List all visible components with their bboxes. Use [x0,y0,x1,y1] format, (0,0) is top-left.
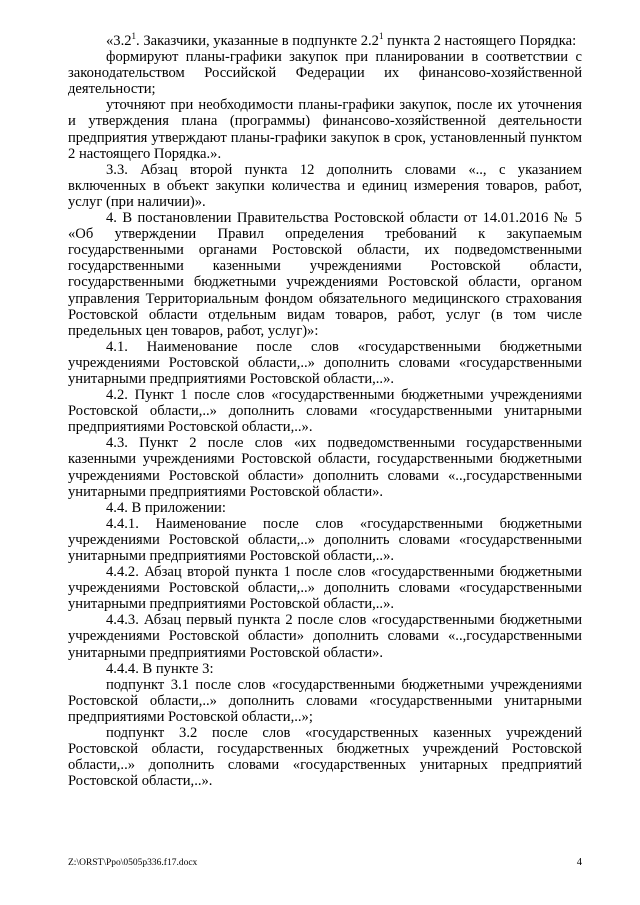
paragraph-subitem-3-2: подпункт 3.2 после слов «государственных казенных учреждений Ростовской области, государственных бюджетных учреждений Ростовской области,..» дополнить словами «государственных унитарных предприятий Ростовской области,..». [68,725,582,790]
paragraph-4-2: 4.2. Пункт 1 после слов «государственными бюджетными учреждениями Ростовской области,..» дополнить словами «государственными унитарными предприятиями Ростовской области,..». [68,387,582,436]
paragraph-3-3: 3.3. Абзац второй пункта 12 дополнить словами «.., с указанием включенных в объект закупки количества и единиц измерения товаров, работ, услуг (при наличии)». [68,161,582,210]
paragraph-subitem-3-1: подпункт 3.1 после слов «государственными бюджетными учреждениями Ростовской области,..» дополнить словами «государственными унитарными предприятиями Ростовской области,..»; [68,676,582,725]
paragraph-4-4-2: 4.4.2. Абзац второй пункта 1 после слов «государственными бюджетными учреждениями Ростовской области,..» дополнить словами «государственными унитарными предприятиями Ростовской области,..». [68,564,582,613]
document-body [68,33,582,789]
paragraph-4-4-3: 4.4.3. Абзац первый пункта 2 после слов «государственными бюджетными учреждениями Ростовской области» дополнить словами «..,государственными унитарными предприятиями Ростовской области». [68,612,582,661]
paragraph-3-2-1 [68,33,582,49]
text-fragment: . Заказчики, указанные в подпункте 2.2 [136,33,379,49]
paragraph-4: 4. В постановлении Правительства Ростовской области от 14.01.2016 № 5 «Об утверждении Правил определения требований к закупаемым государственными органами Ростовской области, их подведомственными государственными казенными учреждениями Ростовской области, государственными бюджетными учреждениями Ростовской области, органом управления Территориальным фондом обязательного медицинского страхования Ростовской области отдельным видам товаров, работ, услуг (в том числе предельных цен товаров, работ, услуг)»: [68,210,582,339]
text-fragment: пункта 2 настоящего Порядка: [383,33,577,49]
superscript: 1 [378,31,384,42]
paragraph-forming-plans: формируют планы-графики закупок при планировании в соответствии с законодательством Российской Федерации их финансово-хозяйственной деятельности; [68,49,582,98]
paragraph-4-4-1: 4.4.1. Наименование после слов «государственными бюджетными учреждениями Ростовской области,..» дополнить словами «государственными унитарными предприятиями Ростовской области,..». [68,515,582,564]
footer-file-path: Z:\ORST\Ppo\0505p336.f17.docx [68,858,198,868]
superscript: 1 [131,31,137,42]
paragraph-4-1: 4.1. Наименование после слов «государственными бюджетными учреждениями Ростовской области,..» дополнить словами «государственными унитарными предприятиями Ростовской области,..». [68,338,582,387]
text-fragment: «3.2 [106,33,132,49]
paragraph-4-4-4: 4.4.4. В пункте 3: [106,660,214,677]
paragraph-4-3: 4.3. Пункт 2 после слов «их подведомственными государственными казенными учреждениями Ростовской области, государственными бюджетными учреждениями Ростовской области» дополнить словами «..,государственными унитарными предприятиями Ростовской области». [68,435,582,500]
paragraph-4-4: 4.4. В приложении: [106,499,226,516]
page-number: 4 [576,857,582,868]
paragraph-updating-plans: уточняют при необходимости планы-графики закупок, после их уточнения и утверждения плана (программы) финансово-хозяйственной деятельности предприятия утверждают планы-графики закупок в срок, установленный пунктом 2 настоящего Порядка.». [68,97,582,162]
